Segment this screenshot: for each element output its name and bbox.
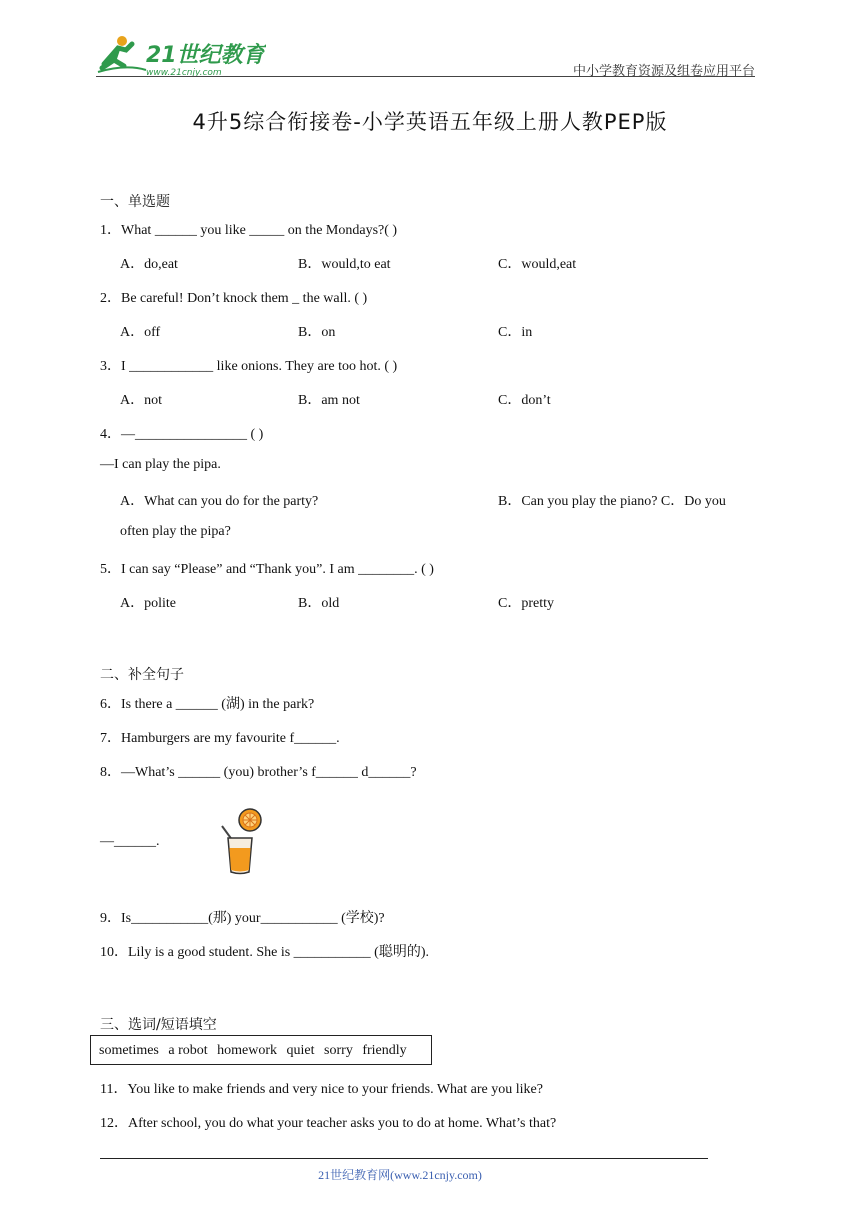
q4-option-a: A．What can you do for the party?	[120, 494, 319, 509]
word-bank-box	[90, 1035, 432, 1065]
runner-logo-icon	[96, 34, 266, 80]
word-bank-item: homework	[217, 1043, 278, 1058]
section-heading-word-fill: 三、选词/短语填空	[100, 1017, 217, 1033]
q4-option-bc: B．Can you play the piano? C．Do you	[498, 494, 726, 509]
footer-text: 21世纪教育网(www.21cnjy.com)	[318, 1168, 482, 1182]
orange-juice-image	[214, 808, 266, 878]
section-heading-single-choice: 一、单选题	[100, 194, 170, 210]
q5-option-a: A．polite	[120, 596, 176, 611]
q5-option-c: C．pretty	[498, 596, 554, 611]
q4-option-c-continued: often play the pipa?	[120, 524, 231, 539]
word-bank-item: quiet	[286, 1043, 315, 1058]
question-11: 11．You like to make friends and very nice to your friends. What are you like?	[100, 1082, 543, 1097]
footer-divider	[100, 1158, 708, 1159]
question-2: 2．Be careful! Don’t knock them _ the wall. ( )	[100, 291, 368, 306]
q4-reply: —I can play the pipa.	[100, 457, 221, 472]
word-bank-item: a robot	[168, 1043, 208, 1058]
question-10: 10．Lily is a good student. She is ___________ (聪明的).	[100, 945, 429, 960]
word-bank-item: friendly	[362, 1043, 407, 1058]
q8-reply: —______.	[100, 834, 160, 849]
svg-text:21世纪教育: 21世纪教育	[146, 43, 265, 68]
orange-juice-icon	[214, 808, 266, 878]
word-bank-item: sometimes	[99, 1043, 159, 1058]
header-divider	[96, 76, 755, 77]
logo	[96, 34, 266, 80]
svg-text:www.21cnjy.com: www.21cnjy.com	[146, 68, 222, 78]
question-3: 3．I ____________ like onions. They are too hot. ( )	[100, 359, 398, 374]
header-platform-text: 中小学教育资源及组卷应用平台	[572, 63, 755, 78]
q5-option-b: B．old	[298, 596, 340, 611]
question-4: 4．—________________ ( )	[100, 427, 264, 442]
question-1: 1．What ______ you like _____ on the Mondays?( )	[100, 223, 398, 238]
q1-option-c: C．would,eat	[498, 257, 577, 272]
question-7: 7．Hamburgers are my favourite f______.	[100, 731, 340, 746]
q2-option-c: C．in	[498, 325, 533, 340]
question-5: 5．I can say “Please” and “Thank you”. I am ________. ( )	[100, 562, 434, 577]
page-title: 4升5综合衔接卷-小学英语五年级上册人教PEP版	[192, 110, 668, 134]
word-bank-item: sorry	[324, 1043, 353, 1058]
question-8: 8．—What’s ______ (you) brother’s f______ d______?	[100, 765, 417, 780]
question-6: 6．Is there a ______ (湖) in the park?	[100, 697, 315, 712]
q1-option-a: A．do,eat	[120, 257, 178, 272]
question-12: 12．After school, you do what your teacher asks you to do at home. What’s that?	[100, 1116, 557, 1131]
question-9: 9．Is___________(那) your___________ (学校)?	[100, 911, 385, 926]
q3-option-a: A．not	[120, 393, 162, 408]
q2-option-b: B．on	[298, 325, 336, 340]
q3-option-c: C．don’t	[498, 393, 551, 408]
q2-option-a: A．off	[120, 325, 161, 340]
section-heading-complete-sentences: 二、补全句子	[100, 667, 184, 683]
q3-option-b: B．am not	[298, 393, 360, 408]
q1-option-b: B．would,to eat	[298, 257, 391, 272]
